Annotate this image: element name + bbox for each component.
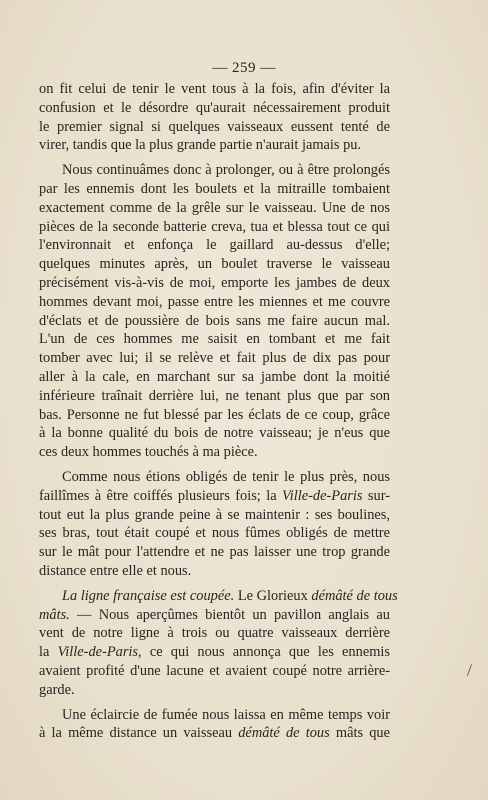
text-line: mâts. — Nous aperçûmes bientôt un pavillon anglais au <box>39 606 390 623</box>
paragraph <box>39 587 398 700</box>
text-line: exactement comme de la grêle sur le vaisseau. Une de nos <box>39 199 390 216</box>
text-line: Comme nous étions obligés de tenir le plus près, nous <box>62 468 390 485</box>
paragraph <box>39 80 390 155</box>
text-line: on fit celui de tenir le vent tous à la fois, afin d'éviter la <box>39 81 390 97</box>
text-line: L'un de ces hommes me saisit en tombant et me fait <box>39 331 390 348</box>
paragraph <box>39 468 390 581</box>
text-line: aller à la cale, en marchant sur sa jambe dont la moitié <box>39 368 390 385</box>
text-line: Une éclaircie de fumée nous laissa en même temps voir <box>62 706 390 723</box>
pencil-mark <box>467 664 472 676</box>
text-line: le premier signal si quelques vaisseaux eussent tenté de <box>39 118 390 135</box>
text-line: virer, tandis que la plus grande partie n'aurait jamais pu. <box>39 137 362 154</box>
text-line: faillîmes à être coiffés plusieurs fois; la Ville-de-Paris sur- <box>39 487 390 504</box>
text-line: Nous continuâmes donc à prolonger, ou à être prolongés <box>62 162 390 179</box>
text-line: à la même distance un vaisseau démâté de tous mâts que <box>39 725 390 742</box>
text-line: tomber avec lui; il se relève et fait plus de dix pas pour <box>39 350 390 367</box>
text-line: vent de notre ligne à trois ou quatre vaisseaux derrière <box>39 625 390 642</box>
text-line: à la bonne qualité du bois de notre vaisseau; je n'eus que <box>39 425 390 442</box>
text-line: la Ville-de-Paris, ce qui nous annonça que les ennemis <box>39 644 390 661</box>
text-line: sur le mât pour l'attendre et ne pas laisser une trop grande <box>39 544 390 561</box>
text-line: d'éclats et de poussière de bois sans me faire aucun mal. <box>39 312 390 329</box>
text-line: bas. Personne ne fut blessé par les éclats de ce coup, grâce <box>39 406 390 423</box>
page-number: — 259 — <box>212 60 276 76</box>
text-line: hommes devant moi, passe entre les miennes et me couvre <box>39 293 390 310</box>
text-line: garde. <box>39 681 75 698</box>
text-line: l'environnait et enfonça le gaillard au-dessus d'elle; <box>39 237 390 254</box>
text-line: quelques minutes après, un boulet traverse le vaisseau <box>39 256 390 273</box>
body-text <box>39 80 398 749</box>
text-line: La ligne française est coupée. Le Glorieux démâté de tous <box>62 587 398 604</box>
text-line: inférieure traînait derrière lui, ne tenant plus que par son <box>39 387 390 404</box>
text-line: ses bras, tout était coupé et nous fûmes obligés de mettre <box>39 525 390 542</box>
text-line: par les ennemis dont les boulets et la mitraille tombaient <box>39 180 390 197</box>
paragraph <box>39 706 390 744</box>
text-line: avaient profité d'une lacune et avaient coupé notre arrière- <box>39 662 390 679</box>
text-line: confusion et le désordre qu'aurait nécessairement produit <box>39 99 390 116</box>
text-line: pièces de la seconde batterie creva, tua et blessa tout ce qui <box>39 218 390 235</box>
text-line: précisément vis-à-vis de moi, emporte les jambes de deux <box>39 274 390 291</box>
text-line: ces deux hommes touchés à ma pièce. <box>39 444 258 461</box>
text-line: distance entre elle et nous. <box>39 562 192 579</box>
text-line: tout eut la plus grande peine à se maintenir : ses boulines, <box>39 506 390 523</box>
paragraph <box>39 161 390 462</box>
